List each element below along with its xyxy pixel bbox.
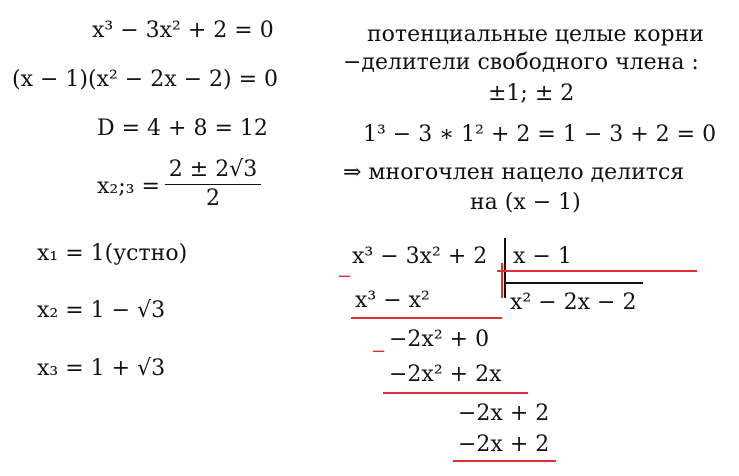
note-line-1: потенциальные целые корни <box>367 22 704 47</box>
root-x3: x₃ = 1 + √3 <box>37 356 166 381</box>
division-dividend: x³ − 3x² + 2 <box>352 244 488 269</box>
root-x2: x₂ = 1 − √3 <box>37 298 166 323</box>
division-subtrahend-2: −2x² + 2x <box>389 362 502 387</box>
note-line-2: −делители свободного члена : <box>343 50 699 75</box>
division-remainder-2: −2x + 2 <box>458 401 550 426</box>
minus-sign-1: − <box>337 266 353 287</box>
division-subtrahend-3: −2x + 2 <box>458 432 550 457</box>
division-subtrahend-1: x³ − x² <box>355 288 430 313</box>
division-divisor: x − 1 <box>513 244 572 269</box>
fraction-bar <box>165 184 261 185</box>
division-quotient: x² − 2x − 2 <box>510 290 637 315</box>
root-check: 1³ − 3 ∗ 1² + 2 = 1 − 3 + 2 = 0 <box>363 122 717 147</box>
root-x1: x₁ = 1(устно) <box>37 241 188 266</box>
division-remainder-1: −2x² + 0 <box>389 327 490 352</box>
underline-1 <box>351 317 502 319</box>
division-vertical-bar <box>504 238 506 298</box>
discriminant: D = 4 + 8 = 12 <box>97 116 268 141</box>
equation: x³ − 3x² + 2 = 0 <box>92 18 274 43</box>
red-horizontal-mark <box>497 270 697 272</box>
conclusion-line-1: ⇒ многочлен нацело делится <box>343 160 685 185</box>
minus-sign-2: − <box>371 341 387 362</box>
red-vertical-mark <box>501 263 503 298</box>
roots-23-numerator: 2 ± 2√3 <box>168 157 258 182</box>
roots-23-fraction <box>165 158 261 211</box>
factored-equation: (x − 1)(x² − 2x − 2) = 0 <box>12 67 279 92</box>
underline-2 <box>383 392 528 394</box>
roots-23-denominator: 2 <box>206 186 220 212</box>
note-line-3: ±1; ± 2 <box>488 81 575 106</box>
underline-3 <box>453 460 556 462</box>
division-quotient-line <box>504 282 643 284</box>
roots-23-label: x₂;₃ = <box>97 174 160 199</box>
conclusion-line-2: на (x − 1) <box>470 190 581 215</box>
